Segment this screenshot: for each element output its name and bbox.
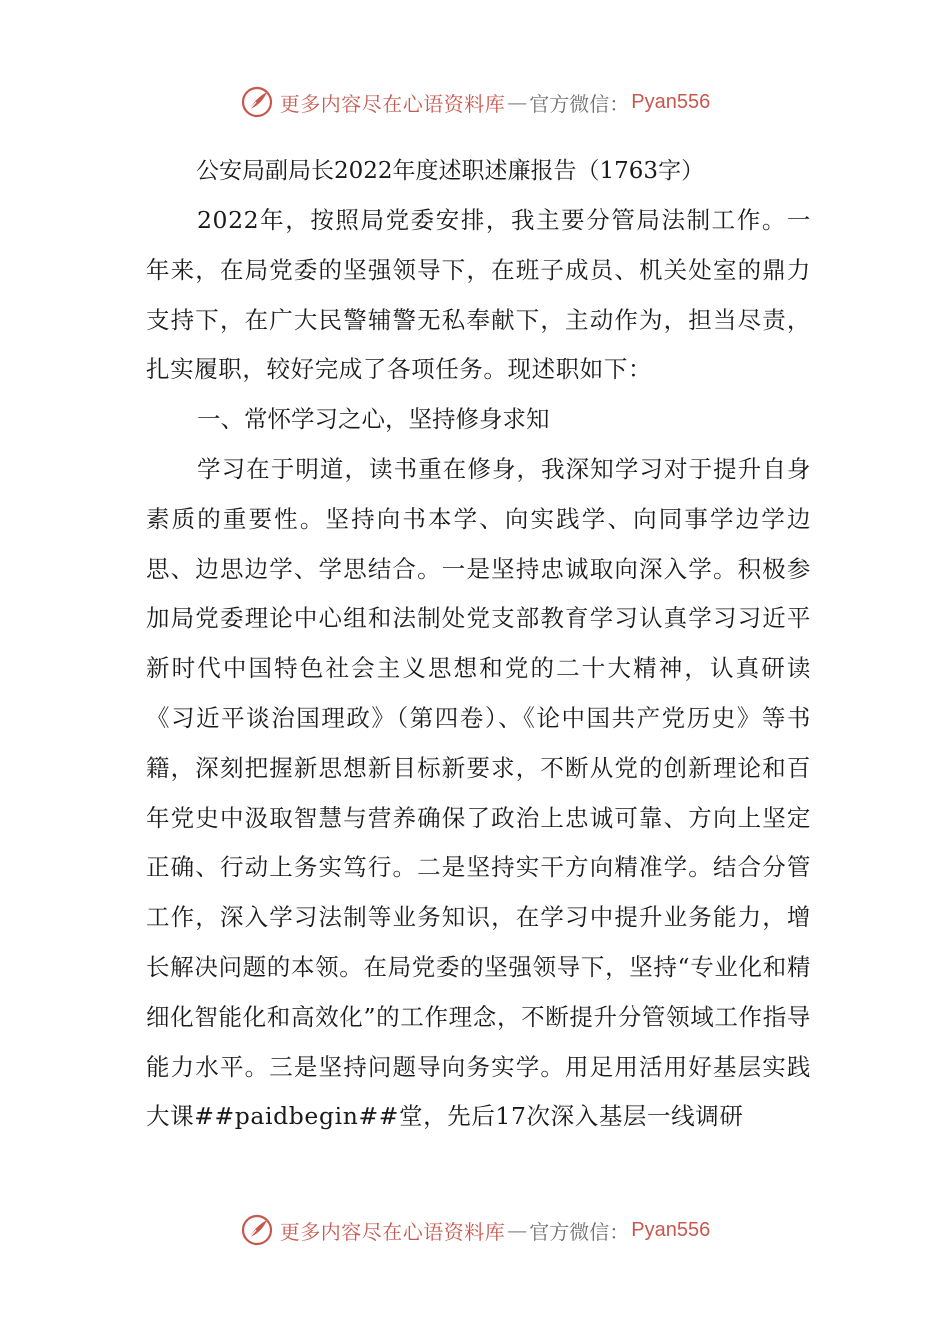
watermark-wechat-id: Pyan556 <box>631 90 711 113</box>
watermark-dash: — <box>507 90 528 114</box>
document-title: 公安局副局长2022年度述职述廉报告（1763字） <box>196 158 705 184</box>
watermark-brand-text: 更多内容尽在心语资料库 <box>279 1219 506 1244</box>
watermark-official-label: 官方微信： <box>529 1219 630 1244</box>
intro-paragraph: 2022年，按照局党委安排，我主要分管局法制工作。一年来，在局党委的坚强领导下，在班子成员、机关处室的鼎力支持下，在广大民警辅警无私奉献下，主动作为，担当尽责，扎实履职，较好完成了各项任务。现述职如下： <box>146 206 811 384</box>
watermark-banner-top <box>0 82 950 122</box>
quill-pen-logo-icon <box>240 85 274 119</box>
section-paragraph-1: 学习在于明道，读书重在修身，我深知学习对于提升自身素质的重要性。坚持向书本学、向实践学、向同事学边学边思、边思边学、学思结合。一是坚持忠诚取向深入学。积极参加局党委理论中心组和法制处党支部教育学习认真学习习近平新时代中国特色社会主义思想和党的二十大精神，认真研读《习近平谈治国理政》（第四卷）、《论中国共产党历史》等书籍，深刻把握新思想新目标新要求，不断从党的创新理论和百年党史中汲取智慧与营养确保了政治上忠诚可靠、方向上坚定正确、行动上务实笃行。二是坚持实干方向精准学。结合分管工作，深入学习法制等业务知识，在学习中提升业务能力，增长解决问题的本领。在局党委的坚强领导下，坚持“专业化和精细化智能化和高效化”的工作理念，不断提升分管领域工作指导能力水平。三是坚持问题导向务实学。用足用活用好基层实践大课##paidbegin##堂，先后17次深入基层一线调研 <box>146 454 811 1131</box>
watermark-official-label: 官方微信： <box>529 91 630 116</box>
watermark-brand-text: 更多内容尽在心语资料库 <box>279 91 506 116</box>
section-heading-1: 一、常怀学习之心，坚持修身求知 <box>197 405 550 434</box>
watermark-banner-bottom <box>0 1210 950 1250</box>
document-body <box>146 146 811 1142</box>
watermark-wechat-id: Pyan556 <box>631 1218 711 1241</box>
watermark-dash: — <box>507 1218 528 1242</box>
quill-pen-logo-icon <box>240 1213 274 1247</box>
